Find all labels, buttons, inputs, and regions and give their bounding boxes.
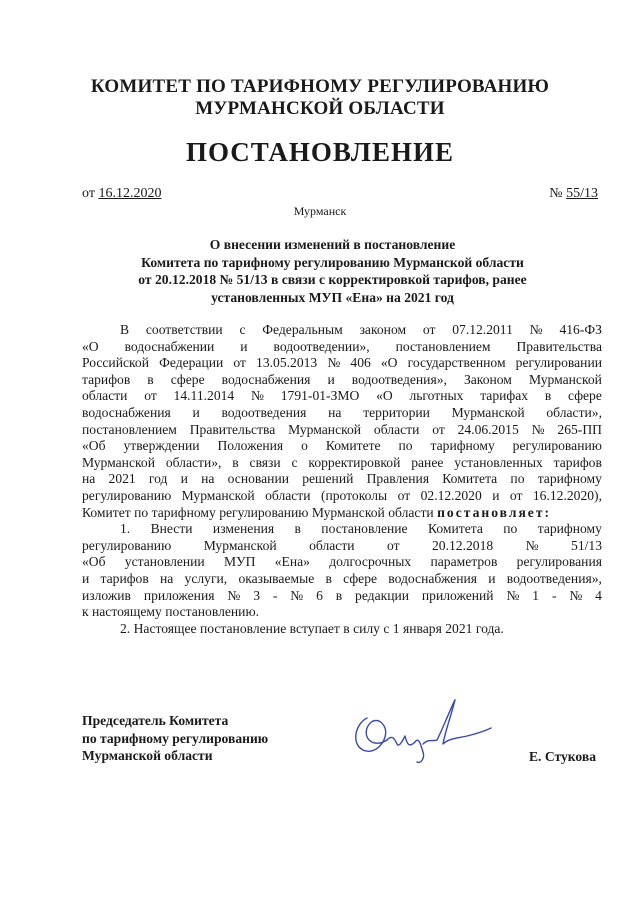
word: «Ена» [274,554,310,570]
word: тарифов [82,371,131,387]
word: постановлением [82,421,177,437]
word: регулированию [512,438,602,454]
word: области [309,537,355,553]
word: 3 [253,587,260,603]
word: государственном [407,355,506,371]
word: корректировкой [308,454,401,470]
word: тарифному [537,471,602,487]
subject-line: О внесении изменений в постановление [209,237,456,252]
word: водоснабжения [221,371,311,387]
word: в [335,587,343,603]
body-line-resolve [82,505,602,522]
signatory-title-line: Мурманской области [82,748,213,763]
item-1-line [82,588,602,605]
word: регулирования [516,554,602,570]
word: водоотведения», [506,570,602,586]
number-prefix: № [549,186,563,201]
word: 1791-01-ЗМО [280,388,360,404]
word: водоснабжении [124,338,215,354]
word: установленных [454,454,543,470]
document-number [549,186,598,202]
word: 416-ФЗ [559,322,602,337]
word: (протоколы [320,487,388,503]
word: регулированию [82,487,172,503]
word: Комитета [427,521,483,537]
word: 406 [350,355,371,371]
word: по [510,471,525,487]
body-line [82,471,602,488]
word: и [180,471,188,487]
item-1-line [82,521,602,538]
word: № [525,537,539,553]
word: «Об [82,554,106,570]
item-2-line [82,621,602,638]
word: связи [249,454,281,470]
word: редакции [355,587,410,603]
word: тарифному [537,521,602,537]
signatory-title-line: Председатель Комитета [82,713,229,728]
word: от [509,487,523,503]
word: Мурманской [181,487,255,503]
org-line-1: КОМИТЕТ ПО ТАРИФНОМУ РЕГУЛИРОВАНИЮ [90,76,550,97]
word: 16.12.2020), [532,487,602,503]
item-1-line [82,571,602,588]
word: Внести [150,521,193,537]
signatory-title-line: по тарифному регулированию [82,730,269,746]
word: водоотведения», [351,371,447,387]
word: соответствии [145,322,223,337]
word: о [301,438,308,454]
item-text: к настоящему постановлению. [82,604,260,620]
word: 4 [595,587,602,603]
word: - [551,587,557,603]
word: тарифах [480,388,529,404]
word: законом [359,322,407,337]
word: МУП [223,554,256,570]
word: № [227,587,241,603]
word: от [387,537,400,553]
word: - [272,587,278,603]
word: долгосрочных [329,554,412,570]
word: 1 [532,587,540,603]
city: Мурманск [293,204,347,218]
item-text: 2. Настоящее постановление вступает в силу с 1 января 2021 года. [120,620,504,636]
word: № [327,355,341,371]
word: ранее [411,454,444,470]
word: территории [363,404,430,420]
word: тарифов [100,570,149,586]
word: на [160,570,174,586]
word: № [529,322,543,337]
resolve-word: постановляет: [437,504,552,520]
word: № [569,587,583,603]
signer-name: Е. Стукова [528,749,596,764]
word: Мурманской [528,371,602,387]
word: В [120,322,130,337]
body-line [82,405,602,422]
word: области», [546,404,602,420]
word: в [294,521,301,537]
word: Федеральным [262,322,343,337]
word: 20.12.2018 [432,537,494,553]
word: и [327,371,335,387]
word: 265-ПП [557,421,602,437]
signatory-title [82,712,268,765]
word: постановлением [395,338,491,354]
word: Положения [217,438,284,454]
word: тарифов [553,454,602,470]
document-date [82,186,161,202]
document-subject [60,236,605,306]
body-line [82,488,602,505]
word: водоотведения [221,404,307,420]
item-1-line [82,554,602,571]
word: «Об [82,438,106,454]
word: по [503,521,518,537]
word: в [325,570,332,586]
word: на [328,404,342,420]
word: Комитете [325,438,381,454]
word: 2021 [108,471,136,487]
handwritten-signature [345,688,495,768]
item-1-line [82,604,602,621]
word: «О [376,388,393,404]
word: водоотведении», [273,338,370,354]
word: утверждении [123,438,200,454]
word: от [144,388,157,404]
word: сфере [343,570,378,586]
word: 14.11.2014 [173,388,235,404]
word: и [82,570,90,586]
word: 13.05.2013 [256,355,318,371]
word: и [240,338,248,354]
body-line [82,455,602,472]
word: в [232,454,239,470]
word: постановление [321,521,408,537]
word: 1. [120,521,131,537]
body-line [82,438,602,455]
word: 02.12.2020 [420,487,482,503]
word: 24.06.2015 [457,421,519,437]
word: «О [82,338,99,354]
word: Мурманской [203,537,277,553]
word: от [432,421,445,437]
word: 51/13 [571,537,602,553]
word: 07.12.2011 [452,322,513,337]
resolve-prefix: Комитет по тарифному регулированию Мурманской области [82,504,438,520]
body-line [82,339,602,356]
date-prefix: от [82,186,95,201]
word: области», [165,454,222,470]
word: № [506,587,520,603]
body-line [82,388,602,405]
organization-name [0,76,640,120]
word: сфере [170,371,205,387]
subject-line: установленных МУП «Ена» на 2021 год [211,289,454,305]
subject-line: Комитета по тарифному регулированию Мурманской области [141,254,524,270]
word: параметров [430,554,498,570]
word: в [147,371,154,387]
word: водоснабжения [82,404,171,420]
word: и [488,570,496,586]
word: Законом [463,371,512,387]
word: Правительства [189,421,276,437]
body-line [82,355,602,372]
word: водоснабжения [388,570,478,586]
org-line-2: МУРМАНСКОЙ ОБЛАСТИ [195,98,445,119]
word: регулированию [82,537,172,553]
word: № [531,421,545,437]
word: в [544,388,552,404]
word: основании [227,471,290,487]
word: и [192,404,200,420]
word: услуги, [184,570,228,586]
word: изложив [82,587,131,603]
word: Мурманской [288,421,362,437]
word: приложений [421,587,494,603]
word: от [422,322,436,337]
subject-line: от 20.12.2018 № 51/13 в связи с корректировкой тарифов, ранее [138,272,527,287]
word: Мурманской [451,404,525,420]
word: Комитета [442,471,498,487]
word: льготных [409,388,464,404]
word: год [148,471,168,487]
word: области [265,487,311,503]
word: приложения [143,587,215,603]
word: Мурманской [82,454,155,470]
document-type-title: ПОСТАНОВЛЕНИЕ [185,137,455,167]
word: и [492,487,500,503]
word: № [250,388,264,404]
word: Правительства [516,338,602,354]
word: регулировании [515,355,602,371]
date-value: 16.12.2020 [98,186,162,201]
word: Федерации [159,355,224,371]
word: от [233,355,246,371]
word: области [373,421,420,437]
word: Российской [82,355,149,371]
word: тарифному [430,438,495,454]
word: изменения [212,521,275,537]
word: с [291,454,298,470]
word: решений [302,471,354,487]
body-line [82,322,602,339]
word: от [397,487,411,503]
body-line [82,372,602,389]
word: с [239,322,246,337]
document-body [82,322,602,637]
item-1-line [82,538,602,555]
word: оказываемые [238,570,315,586]
word: № [290,587,304,603]
body-line [82,422,602,439]
word: Правления [366,471,430,487]
word: сфере [568,388,602,404]
word: области [82,388,128,404]
word: на [201,471,215,487]
word: «О [380,355,398,371]
number-value: 55/13 [566,186,598,201]
word: установлении [124,554,205,570]
word: по [398,438,413,454]
word: 6 [316,587,323,603]
word: на [82,471,96,487]
